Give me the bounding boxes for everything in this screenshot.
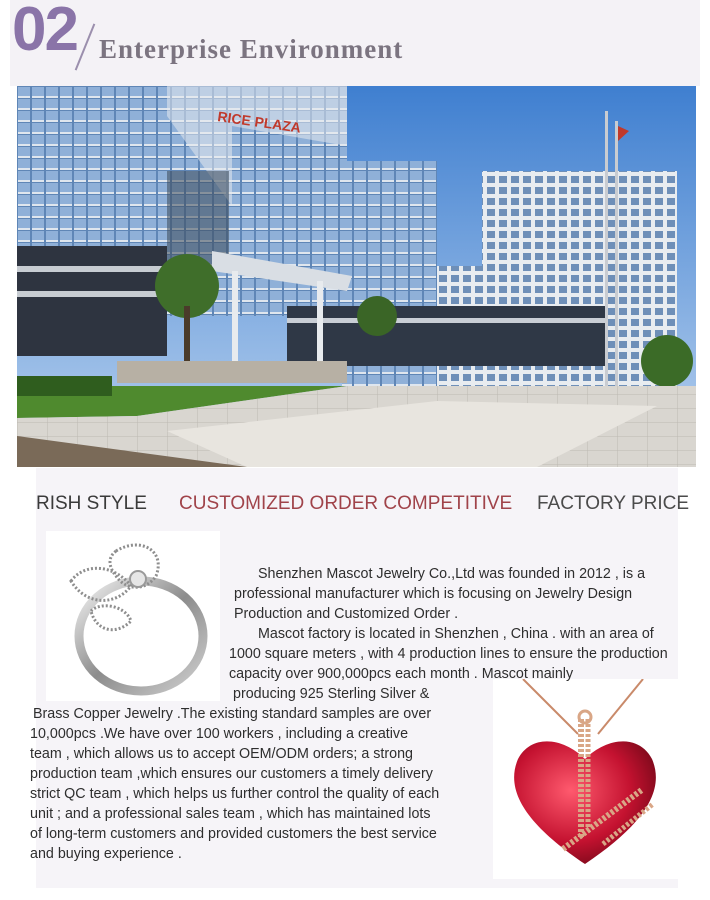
intro-line: Shenzhen Mascot Jewelry Co.,Ltd was founded in 2012 , is a [258, 566, 646, 582]
intro-line: producing 925 Sterling Silver & [233, 686, 430, 702]
intro-line: production team ,which ensures our customers a timely delivery [30, 766, 433, 782]
section-number: 02 [12, 0, 77, 64]
intro-line: and buying experience . [30, 846, 182, 862]
building-sign-text: RICE PLAZA [216, 108, 302, 136]
intro-line: Mascot factory is located in Shenzhen , China . with an area of [258, 626, 654, 642]
ring-product-photo [46, 531, 220, 701]
building-photo [17, 86, 696, 467]
intro-line: strict QC team , which helps us further control the quality of each [30, 786, 440, 802]
intro-line: of long-term customers and provided customers the best service [30, 826, 437, 842]
heart-necklace-photo [493, 679, 678, 879]
intro-line: professional manufacturer which is focusing on Jewelry Design [234, 586, 633, 602]
intro-line: Production and Customized Order . [234, 606, 459, 622]
intro-line: Brass Copper Jewelry .The existing standard samples are over [33, 706, 432, 722]
intro-line: unit ; and a professional sales team , which has maintained lots [30, 806, 431, 822]
tagline-customized-order: CUSTOMIZED ORDER COMPETITIVE [179, 493, 513, 514]
intro-line: team , which allows us to accept OEM/ODM orders; a strong [30, 746, 413, 762]
intro-line: capacity over 900,000pcs each month . Mascot mainly [229, 666, 574, 682]
tagline-factory-price: FACTORY PRICE [537, 493, 690, 514]
tagline-style: RISH STYLE [36, 493, 147, 514]
intro-line: 1000 square meters , with 4 production lines to ensure the production [229, 646, 668, 662]
section-title: Enterprise Environment [99, 34, 404, 64]
intro-line: 10,000pcs .We have over 100 workers , including a creative [30, 726, 409, 742]
